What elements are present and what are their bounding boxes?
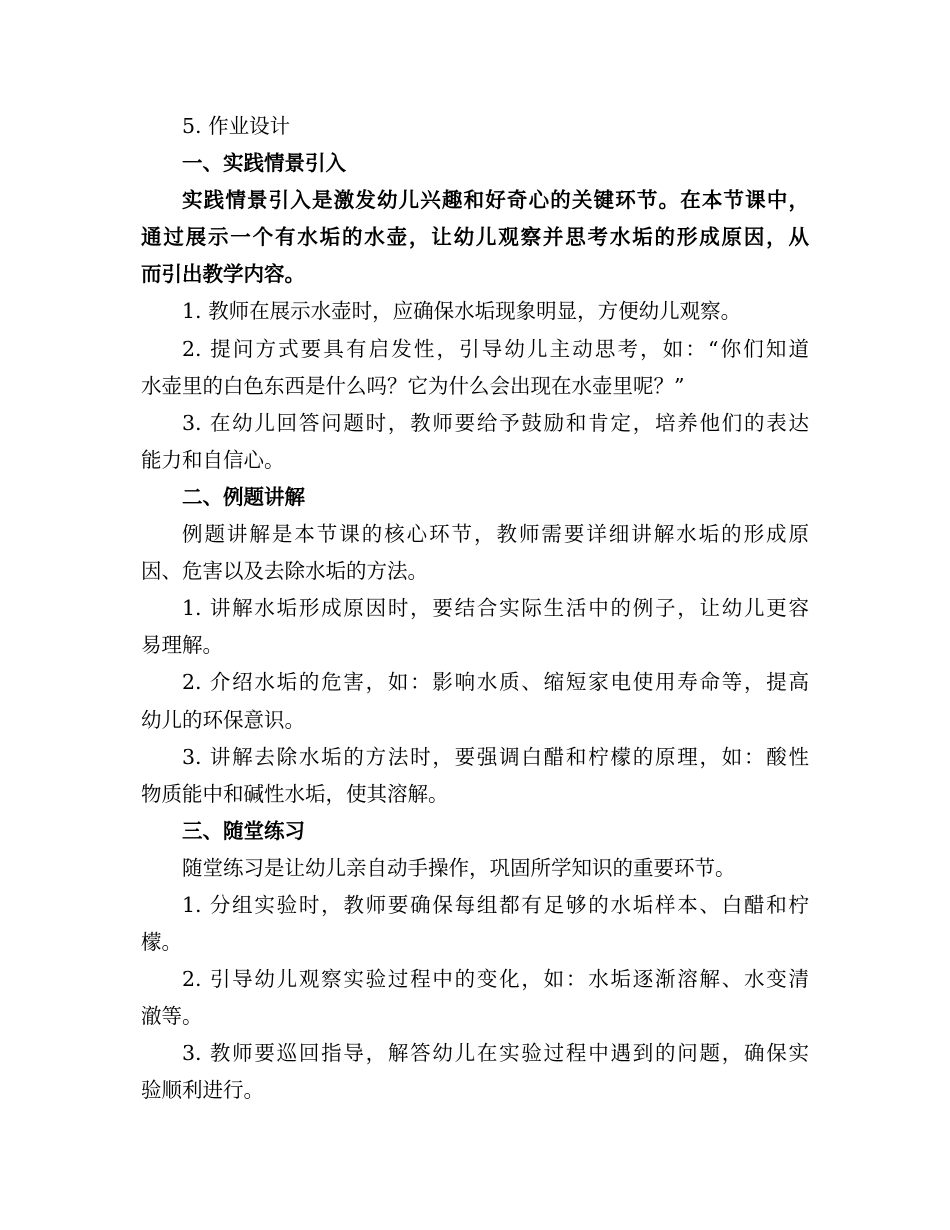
section1-intro-line: 而引出教学内容。 — [141, 262, 305, 287]
section2-intro-line: 例题讲解是本节课的核心环节，教师需要详细讲解水垢的形成原 — [182, 522, 809, 547]
section2-item-3-cont: 物质能中和碱性水垢，使其溶解。 — [141, 781, 449, 806]
section1-item-3-cont: 能力和自信心。 — [141, 447, 285, 472]
section3-item-3-cont: 验顺利进行。 — [141, 1078, 264, 1103]
section3-item-1: 1. 分组实验时，教师要确保每组都有足够的水垢样本、白醋和柠 — [182, 892, 809, 917]
section1-item-2: 2. 提问方式要具有启发性，引导幼儿主动思考，如：“你们知道 — [182, 336, 809, 361]
section3-item-2: 2. 引导幼儿观察实验过程中的变化，如：水垢逐渐溶解、水变清 — [182, 967, 809, 992]
section3-intro-line: 随堂练习是让幼儿亲自动手操作，巩固所学知识的重要环节。 — [182, 855, 736, 880]
section2-item-3: 3. 讲解去除水垢的方法时，要强调白醋和柠檬的原理，如：酸性 — [182, 744, 809, 769]
section2-item-2: 2. 介绍水垢的危害，如：影响水质、缩短家电使用寿命等，提高 — [182, 670, 809, 695]
section3-title: 三、随堂练习 — [182, 818, 305, 843]
section1-intro-line: 实践情景引入是激发幼儿兴趣和好奇心的关键环节。在本节课中， — [182, 188, 809, 213]
section2-intro-line: 因、危害以及去除水垢的方法。 — [141, 559, 428, 584]
section1-item-3: 3. 在幼儿回答问题时，教师要给予鼓励和肯定，培养他们的表达 — [182, 410, 809, 435]
section1-item-2-cont: 水壶里的白色东西是什么吗？它为什么会出现在水壶里呢？” — [141, 373, 685, 398]
section1-title: 一、实践情景引入 — [182, 151, 346, 176]
document-page — [141, 108, 809, 1110]
top-heading: 5. 作业设计 — [182, 114, 291, 138]
section3-item-2-cont: 澈等。 — [141, 1004, 203, 1029]
section2-item-1-cont: 易理解。 — [141, 633, 223, 658]
section3-item-3: 3. 教师要巡回指导，解答幼儿在实验过程中遇到的问题，确保实 — [182, 1041, 809, 1066]
section2-item-1: 1. 讲解水垢形成原因时，要结合实际生活中的例子，让幼儿更容 — [182, 596, 809, 621]
section3-item-1-cont: 檬。 — [141, 930, 182, 955]
section2-item-2-cont: 幼儿的环保意识。 — [141, 707, 305, 732]
section1-item-1: 1. 教师在展示水壶时，应确保水垢现象明显，方便幼儿观察。 — [182, 299, 742, 324]
section2-title: 二、例题讲解 — [182, 484, 305, 509]
section1-intro-line: 通过展示一个有水垢的水壶，让幼儿观察并思考水垢的形成原因，从 — [141, 225, 809, 250]
